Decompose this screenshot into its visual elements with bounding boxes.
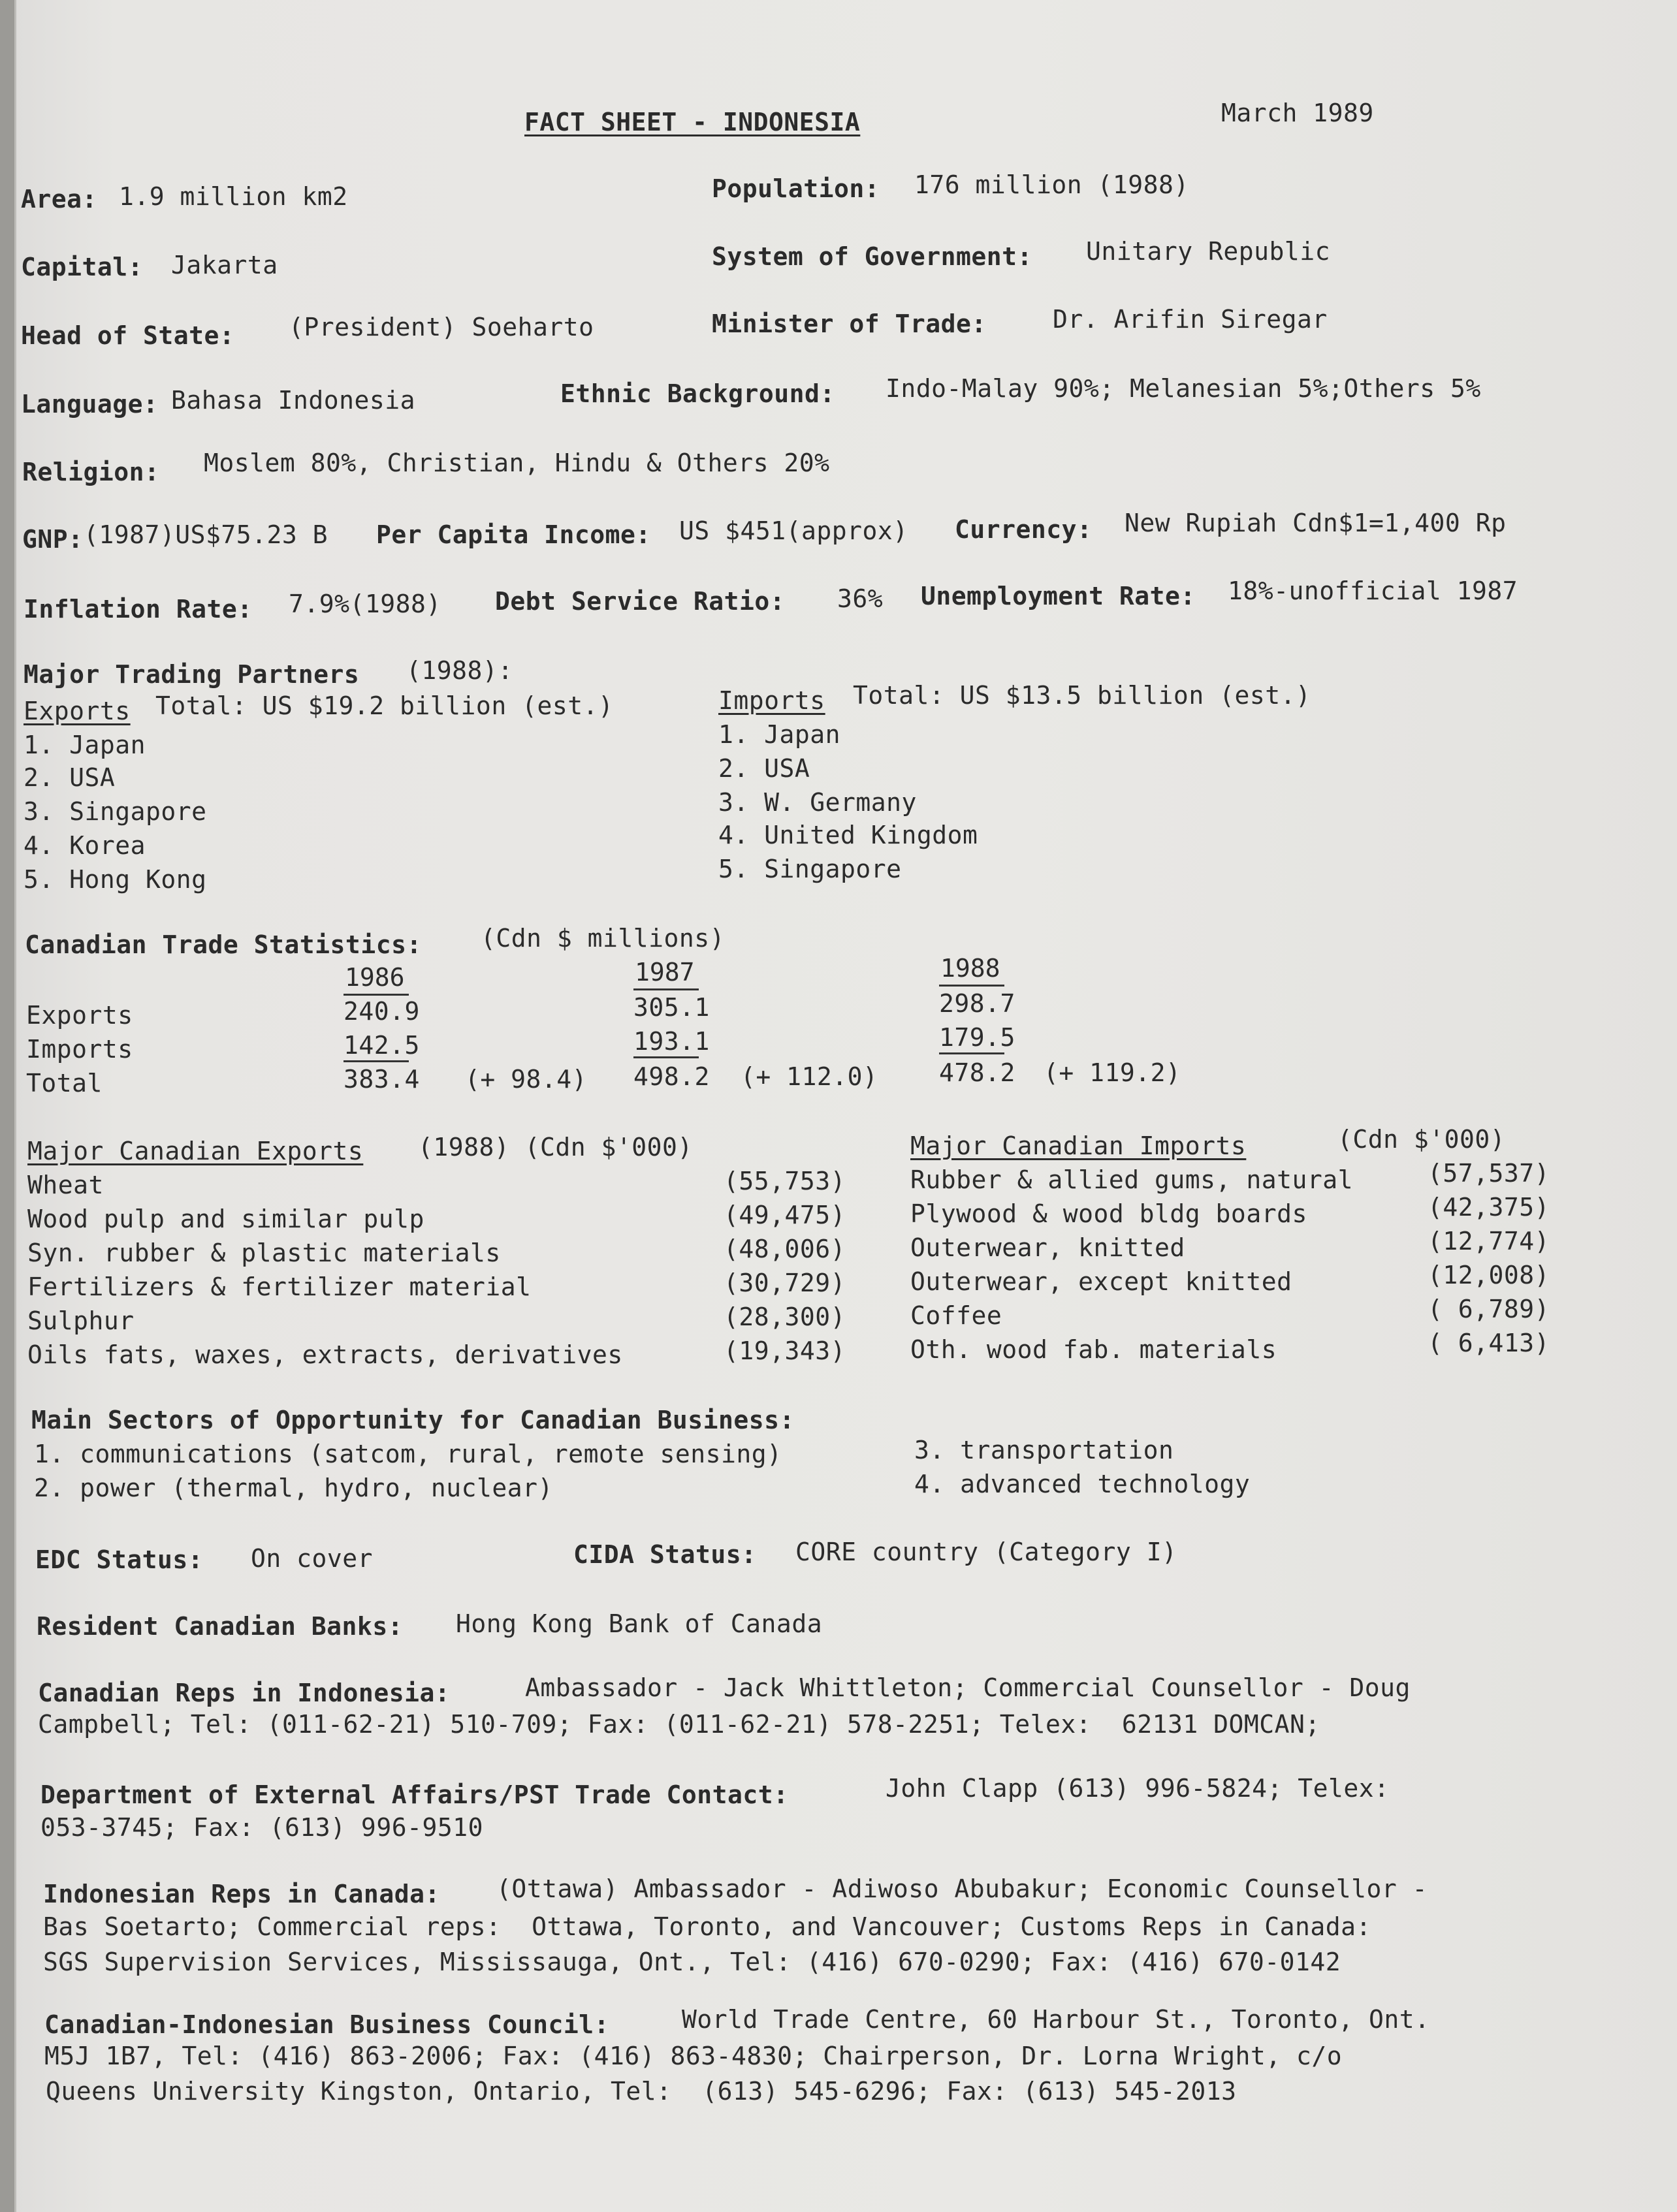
minister-value: Dr. Arifin Siregar [1053,305,1328,334]
area-value: 1.9 million km2 [119,182,348,211]
business-council-line: M5J 1B7, Tel: (416) 863-2006; Fax: (416) 863-4830; Chairperson, Dr. Lorna Wright, c/o [44,2042,1343,2070]
religion-label: Religion: [22,458,160,486]
total-1987: 498.2 [633,1062,710,1091]
export-partner: 5. Hong Kong [24,865,207,894]
can-export-name: Oils fats, waxes, extracts, derivatives [27,1340,623,1369]
imports-1986: 142.5 [343,1031,420,1060]
can-import-value: (42,375) [1428,1193,1550,1222]
per-capita-value: US $451(approx) [679,516,908,545]
imports-1987-underline [633,1056,699,1058]
can-import-name: Oth. wood fab. materials [910,1335,1277,1364]
can-export-value: (49,475) [724,1201,846,1229]
import-partner: 1. Japan [718,720,841,749]
page-title: FACT SHEET - INDONESIA [524,108,861,136]
can-import-value: (57,537) [1428,1159,1550,1188]
can-import-value: (12,774) [1428,1227,1550,1256]
export-partner: 3. Singapore [24,797,207,826]
gnp-value: (1987)US$75.23 B [84,520,328,549]
imports-label: Imports [718,686,825,715]
language-label: Language: [21,390,159,419]
debt-ratio-label: Debt Service Ratio: [495,587,786,616]
debt-ratio-value: 36% [837,584,884,613]
language-value: Bahasa Indonesia [171,386,416,415]
page-binding-edge [0,0,14,2212]
unemployment-value: 18%-unofficial 1987 [1228,577,1518,605]
row-label-exports: Exports [26,1001,133,1030]
can-export-name: Wood pulp and similar pulp [27,1205,424,1233]
indonesian-reps-line: Bas Soetarto; Commercial reps: Ottawa, Toronto, and Vancouver; Customs Reps in Canada: [43,1912,1371,1941]
imports-1987: 193.1 [633,1027,710,1056]
gnp-label: GNP: [22,525,84,554]
unemployment-label: Unemployment Rate: [921,582,1196,610]
import-partner: 2. USA [718,754,810,783]
year-1987-underline [633,988,699,990]
can-import-name: Outerwear, except knitted [910,1267,1292,1296]
exports-1987: 305.1 [633,993,710,1022]
per-capita-label: Per Capita Income: [376,520,651,549]
inflation-label: Inflation Rate: [24,595,253,624]
government-label: System of Government: [712,242,1032,271]
indonesian-reps-label: Indonesian Reps in Canada: [43,1880,440,1908]
banks-value: Hong Kong Bank of Canada [456,1609,823,1638]
edc-status-label: EDC Status: [35,1545,204,1574]
population-value: 176 million (1988) [914,170,1189,199]
can-import-value: (12,008) [1428,1261,1550,1289]
export-partner: 2. USA [24,763,116,792]
trading-partners-heading: Major Trading Partners [24,660,360,689]
can-export-value: (48,006) [724,1235,846,1263]
ethnic-label: Ethnic Background: [560,379,835,408]
sector-item: 3. transportation [914,1436,1174,1464]
cida-status-label: CIDA Status: [573,1540,757,1569]
trade-stats-heading: Canadian Trade Statistics: [25,930,422,959]
head-of-state-label: Head of State: [21,321,235,350]
inflation-value: 7.9%(1988) [289,590,441,618]
dea-contact-label: Department of External Affairs/PST Trade Contact: [40,1780,789,1809]
exports-total: Total: US $19.2 billion (est.) [155,691,614,720]
head-of-state-value: (President) Soeharto [289,313,594,341]
can-exports-heading: Major Canadian Exports [27,1137,364,1165]
export-partner: 1. Japan [24,731,146,759]
government-value: Unitary Republic [1086,237,1331,266]
can-export-value: (28,300) [724,1303,846,1331]
total-1988: 478.2 [939,1058,1015,1087]
dea-contact-line: John Clapp (613) 996-5824; Telex: [886,1774,1390,1803]
can-exports-heading-rest: (1988) (Cdn $'000) [418,1133,693,1161]
year-1986: 1986 [345,963,405,992]
can-export-value: (55,753) [724,1167,846,1195]
can-imports-heading-rest: (Cdn $'000) [1337,1125,1506,1154]
can-import-value: ( 6,413) [1428,1329,1550,1357]
can-import-name: Plywood & wood bldg boards [910,1199,1307,1228]
cida-status-value: CORE country (Category I) [795,1538,1177,1566]
sector-item: 2. power (thermal, hydro, nuclear) [34,1474,553,1502]
imports-total: Total: US $13.5 billion (est.) [853,681,1311,710]
export-partner: 4. Korea [24,831,146,860]
can-import-name: Rubber & allied gums, natural [910,1165,1353,1194]
currency-label: Currency: [955,515,1093,544]
can-export-value: (30,729) [724,1269,846,1297]
business-council-line: World Trade Centre, 60 Harbour St., Toronto, Ont. [682,2005,1430,2034]
exports-1988: 298.7 [939,989,1015,1018]
dea-contact-line: 053-3745; Fax: (613) 996-9510 [40,1813,483,1842]
business-council-line: Queens University Kingston, Ontario, Tel: (613) 545-6296; Fax: (613) 545-2013 [46,2077,1237,2106]
total-1986: 383.4 [343,1065,420,1094]
year-1988-underline [939,985,1004,987]
canadian-reps-label: Canadian Reps in Indonesia: [38,1679,451,1707]
sector-item: 1. communications (satcom, rural, remote sensing) [34,1440,782,1468]
business-council-label: Canadian-Indonesian Business Council: [44,2010,609,2039]
import-partner: 4. United Kingdom [718,821,978,849]
indonesian-reps-line: (Ottawa) Ambassador - Adiwoso Abubakur; Economic Counsellor - [496,1874,1428,1903]
banks-label: Resident Canadian Banks: [37,1612,404,1641]
year-1986-underline [343,994,409,996]
can-export-name: Wheat [27,1171,104,1199]
ethnic-value: Indo-Malay 90%; Melanesian 5%;Others 5% [886,374,1481,403]
import-partner: 3. W. Germany [718,788,917,817]
currency-value: New Rupiah Cdn$1=1,400 Rp [1125,509,1507,537]
row-label-imports: Imports [26,1035,133,1064]
indonesian-reps-line: SGS Supervision Services, Mississauga, Ont., Tel: (416) 670-0290; Fax: (416) 670-0142 [43,1948,1341,1976]
document-date: March 1989 [1221,99,1374,127]
balance-1987: (+ 112.0) [741,1062,878,1091]
can-import-value: ( 6,789) [1428,1295,1550,1323]
imports-1988-underline [939,1052,1004,1054]
can-export-name: Sulphur [27,1306,135,1335]
imports-1988: 179.5 [939,1023,1015,1052]
trade-stats-unit: (Cdn $ millions) [481,924,726,953]
can-export-value: (19,343) [724,1336,846,1365]
sectors-heading: Main Sectors of Opportunity for Canadian Business: [31,1406,795,1434]
edc-status-value: On cover [251,1544,374,1573]
can-export-name: Syn. rubber & plastic materials [27,1239,501,1267]
can-export-name: Fertilizers & fertilizer material [27,1272,532,1301]
can-import-name: Outerwear, knitted [910,1233,1185,1262]
can-import-name: Coffee [910,1301,1002,1330]
capital-value: Jakarta [171,251,278,279]
religion-value: Moslem 80%, Christian, Hindu & Others 20% [204,449,830,477]
balance-1986: (+ 98.4) [465,1065,588,1094]
year-1988: 1988 [940,954,1000,983]
exports-1986: 240.9 [343,997,420,1026]
year-1987: 1987 [635,958,695,987]
sector-item: 4. advanced technology [914,1470,1251,1498]
area-label: Area: [21,185,97,213]
capital-label: Capital: [21,253,144,281]
row-label-total: Total [26,1069,103,1098]
can-imports-heading: Major Canadian Imports [910,1131,1247,1160]
minister-label: Minister of Trade: [712,309,987,338]
import-partner: 5. Singapore [718,855,902,883]
canadian-reps-line: Ambassador - Jack Whittleton; Commercial Counsellor - Doug [525,1673,1411,1702]
trading-partners-year: (1988): [406,656,513,685]
canadian-reps-line: Campbell; Tel: (011-62-21) 510-709; Fax: (011-62-21) 578-2251; Telex: 62131 DOMCAN; [38,1710,1320,1739]
imports-1986-underline [343,1060,409,1062]
balance-1988: (+ 119.2) [1044,1058,1181,1087]
exports-label: Exports [24,697,131,725]
population-label: Population: [712,174,880,203]
